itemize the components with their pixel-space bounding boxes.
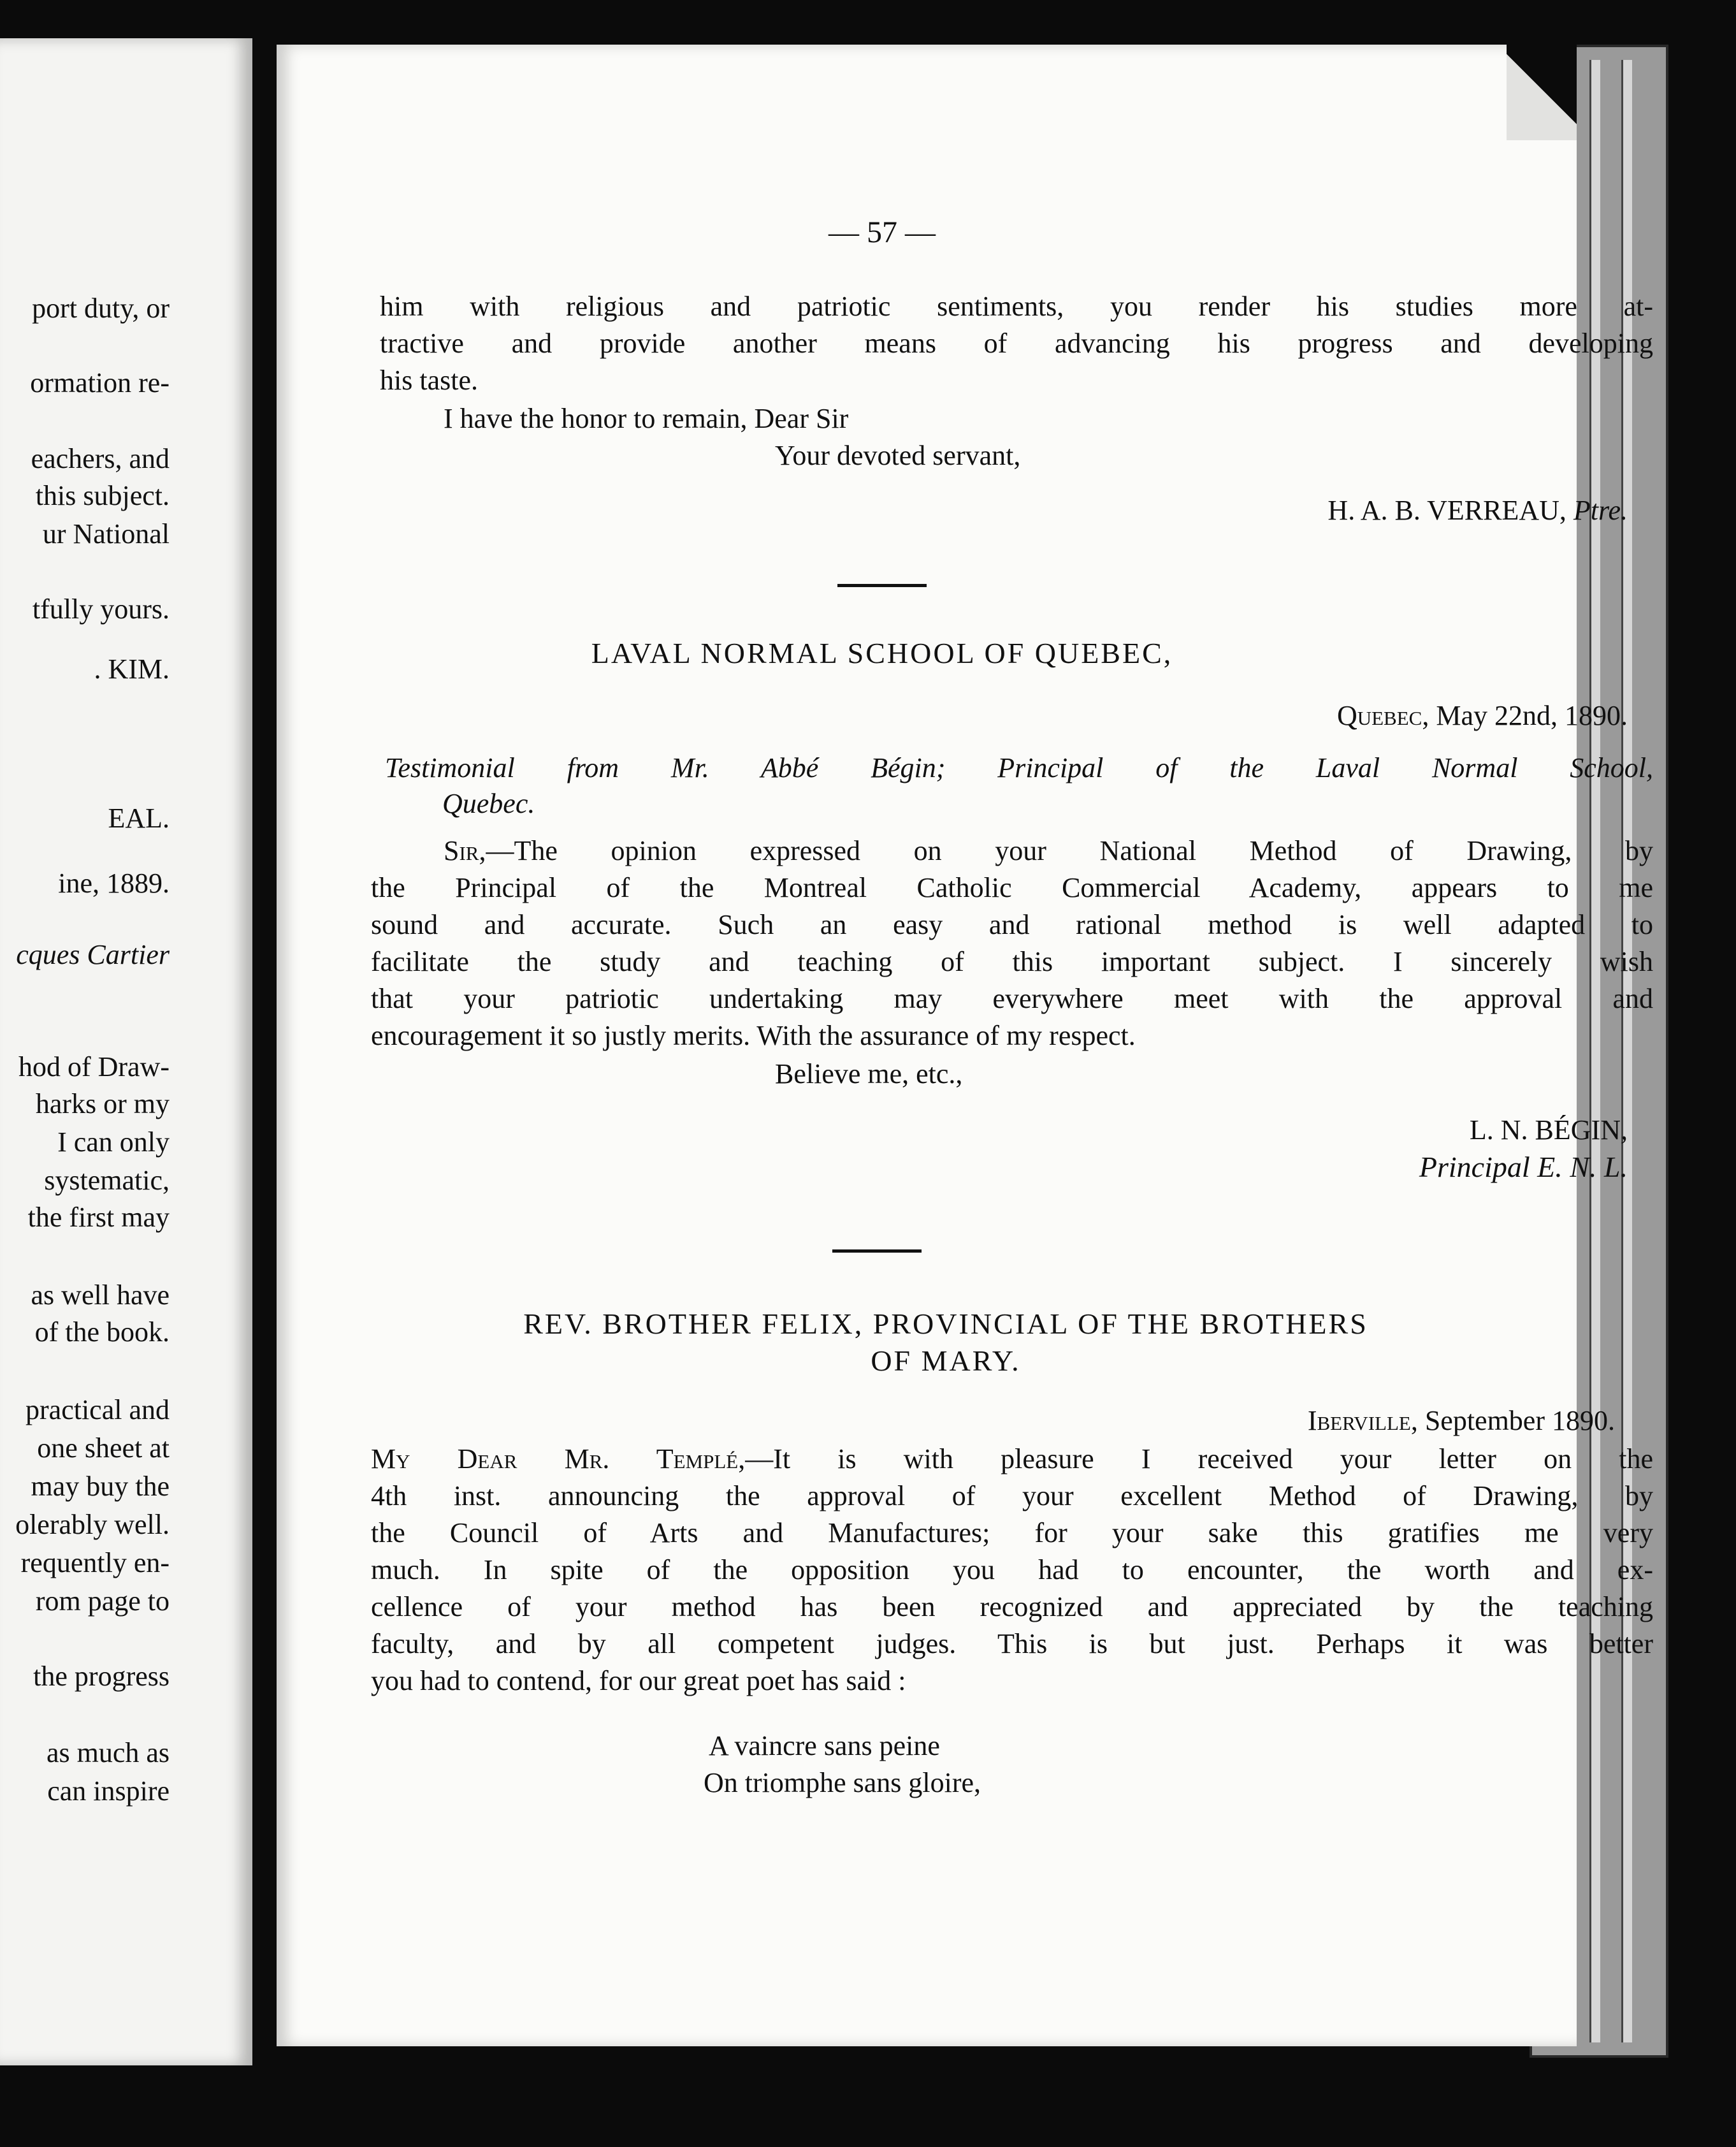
felix-body-line: cellence of your method has been recognized and appreciated by the teaching [371,1591,1653,1622]
felix-body-line: 4th inst. announcing the approval of your excellent Method of Drawing, by [371,1480,1653,1511]
laval-body-line: encouragement it so justly merits. With the assurance of my respect. [371,1020,1136,1051]
testimonial-caption: Testimonial from Mr. Abbé Bégin; Principal of the Laval Normal School, [385,752,1653,783]
felix-body-line: faculty, and by all competent judges. This is but just. Perhaps it was better [371,1628,1653,1659]
signature-title: Ptre. [1573,495,1628,526]
section-heading-laval: LAVAL NORMAL SCHOOL OF QUEBEC, [591,637,1173,669]
dateline-felix [850,1404,1615,1438]
section-divider [837,584,927,587]
left-page-line: as well have [31,1279,170,1311]
left-page-line: as much as [46,1737,170,1768]
dateline-date: September 1890. [1424,1405,1615,1436]
left-page-line: systematic, [44,1165,170,1196]
laval-body-line: the Principal of the Montreal Catholic Commercial Academy, appears to me [371,872,1653,903]
salutation: My Dear Mr. Templé, [371,1443,746,1474]
letter-line: him with religious and patriotic sentiments, you render his studies more at- [380,291,1653,322]
laval-body-line: that your patriotic undertaking may everywhere meet with the approval and [371,983,1653,1014]
page-number: — 57 — [828,215,936,249]
left-page-line: ine, 1889. [58,868,170,899]
dateline-place: Quebec, [1336,700,1429,731]
left-page-line: port duty, or [32,293,170,324]
left-page-line: one sheet at [37,1432,170,1464]
dateline-date: May 22nd, 1890. [1436,700,1628,731]
left-page-line: can inspire [47,1775,170,1807]
left-page-line: EAL. [108,803,170,834]
left-page-line: cques Cartier [16,939,170,970]
left-page-line: hod of Draw- [18,1051,170,1082]
felix-body-line: you had to contend, for our great poet has said : [371,1665,906,1696]
left-page-line: ormation re- [30,367,170,398]
left-page-line: may buy the [31,1471,170,1502]
letter-closing: I have the honor to remain, Dear Sir [444,403,849,434]
left-page-line: ur National [42,518,170,549]
laval-body-line [371,834,1653,868]
left-page-line: eachers, and [31,443,170,474]
section-heading-felix-cont: OF MARY. [871,1344,1021,1377]
verse-line: A vaincre sans peine [709,1730,940,1761]
left-page [0,38,252,2065]
folded-corner [1507,45,1577,140]
left-page-line: I can only [57,1126,170,1158]
laval-closing: Believe me, etc., [775,1058,963,1089]
signature-verreau [850,493,1628,528]
left-page-line: of the book. [34,1316,170,1348]
left-page-line: tfully yours. [32,593,170,625]
body-text: —The opinion expressed on your National Method of Drawing, by [486,835,1653,866]
signature-begin-title: Principal E. N. L. [1419,1151,1628,1183]
felix-body-line: much. In spite of the opposition you had to encounter, the worth and ex- [371,1554,1653,1585]
laval-body-line: facilitate the study and teaching of this important subject. I sincerely wish [371,946,1653,977]
letter-line: tractive and provide another means of advancing his progress and developing [380,328,1653,359]
body-text: —It is with pleasure I received your letter on the [745,1443,1653,1474]
section-heading-felix: REV. BROTHER FELIX, PROVINCIAL OF THE BROTHERS [523,1307,1368,1340]
letter-line: his taste. [380,365,478,396]
left-page-line: rom page to [35,1585,170,1617]
felix-body-line [371,1442,1653,1476]
left-page-line: harks or my [35,1088,170,1119]
signature-begin: L. N. BÉGIN, [1469,1114,1628,1146]
felix-body-line: the Council of Arts and Manufactures; for your sake this gratifies me very [371,1517,1653,1548]
dateline-place: Iberville, [1307,1405,1418,1436]
dateline-laval [850,699,1628,733]
laval-body-line: sound and accurate. Such an easy and rational method is well adapted to [371,909,1653,940]
left-page-line: olerably well. [15,1509,170,1540]
letter-servant: Your devoted servant, [775,440,1021,471]
left-page-line: the progress [33,1661,170,1692]
right-page [277,45,1653,2046]
verse-line: On triomphe sans gloire, [704,1767,981,1798]
left-page-line: the first may [27,1202,170,1233]
left-page-line: this subject. [35,480,170,511]
left-page-line: . KIM. [94,653,170,685]
left-page-line: requently en- [20,1547,170,1578]
salutation: Sir, [444,835,486,866]
testimonial-caption-cont: Quebec. [442,788,535,819]
signature-name: H. A. B. VERREAU, [1327,495,1566,526]
left-page-line: practical and [25,1394,170,1425]
section-divider [832,1249,922,1253]
